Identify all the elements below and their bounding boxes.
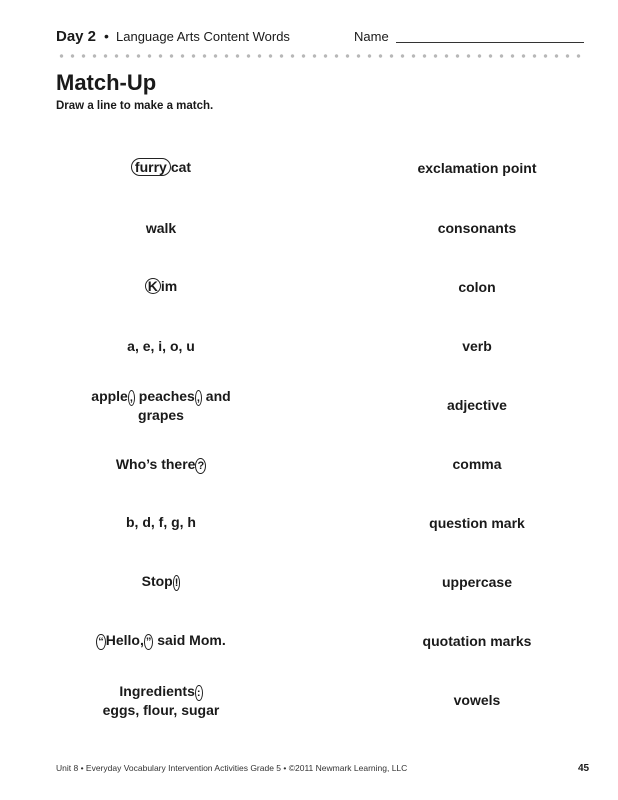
circled-question-mark: ? <box>197 460 205 472</box>
subject-label: Language Arts Content Words <box>116 29 290 44</box>
right-item-6[interactable]: comma <box>452 456 502 472</box>
left-item-5[interactable]: apple , peaches , and grapes <box>91 388 231 423</box>
dotted-divider <box>56 54 586 58</box>
instructions: Draw a line to make a match. <box>56 100 214 112</box>
circled-colon: : <box>196 687 201 699</box>
left-item-9[interactable]: “ Hello, ” said Mom. <box>98 632 226 648</box>
right-item-2[interactable]: consonants <box>437 220 517 236</box>
right-item-8[interactable]: uppercase <box>441 574 513 590</box>
page-header <box>56 28 586 48</box>
left-item-4[interactable]: a, e, i, o, u <box>127 338 195 354</box>
circled-close-quote: ” <box>145 636 152 648</box>
left-item-8[interactable]: Stop ! <box>141 573 179 589</box>
left-item-2[interactable]: walk <box>145 220 177 236</box>
left-item-1[interactable]: furry cat <box>56 158 266 176</box>
name-input-line[interactable] <box>396 42 584 43</box>
circled-letter: K <box>145 278 161 294</box>
circled-exclamation-mark: ! <box>174 577 179 589</box>
right-item-7[interactable]: question mark <box>429 515 525 531</box>
right-item-5[interactable]: adjective <box>447 397 507 413</box>
circled-comma: , <box>129 392 133 404</box>
name-label: Name <box>354 29 389 44</box>
right-item-1[interactable]: exclamation point <box>417 160 537 176</box>
right-item-4[interactable]: verb <box>462 338 492 354</box>
footer-credit: Unit 8 • Everyday Vocabulary Intervention Activities Grade 5 • ©2011 Newmark Learning, LLC <box>56 763 408 773</box>
circled-comma: , <box>196 392 200 404</box>
left-item-10[interactable]: Ingredients : eggs, flour, sugar <box>102 683 220 718</box>
circled-open-quote: “ <box>98 636 104 648</box>
page-title: Match-Up <box>56 70 157 95</box>
left-item-3[interactable]: K im <box>56 277 266 295</box>
circled-word: furry <box>131 158 171 176</box>
left-item-7[interactable]: b, d, f, g, h <box>126 514 196 530</box>
page-number: 45 <box>578 763 590 774</box>
header-bullet: • <box>104 28 109 44</box>
right-item-9[interactable]: quotation marks <box>422 633 532 649</box>
right-item-10[interactable]: vowels <box>453 692 501 708</box>
right-item-3[interactable]: colon <box>458 279 496 295</box>
left-item-6[interactable]: Who’s there ? <box>115 456 205 472</box>
day-label: Day 2 <box>56 28 97 45</box>
